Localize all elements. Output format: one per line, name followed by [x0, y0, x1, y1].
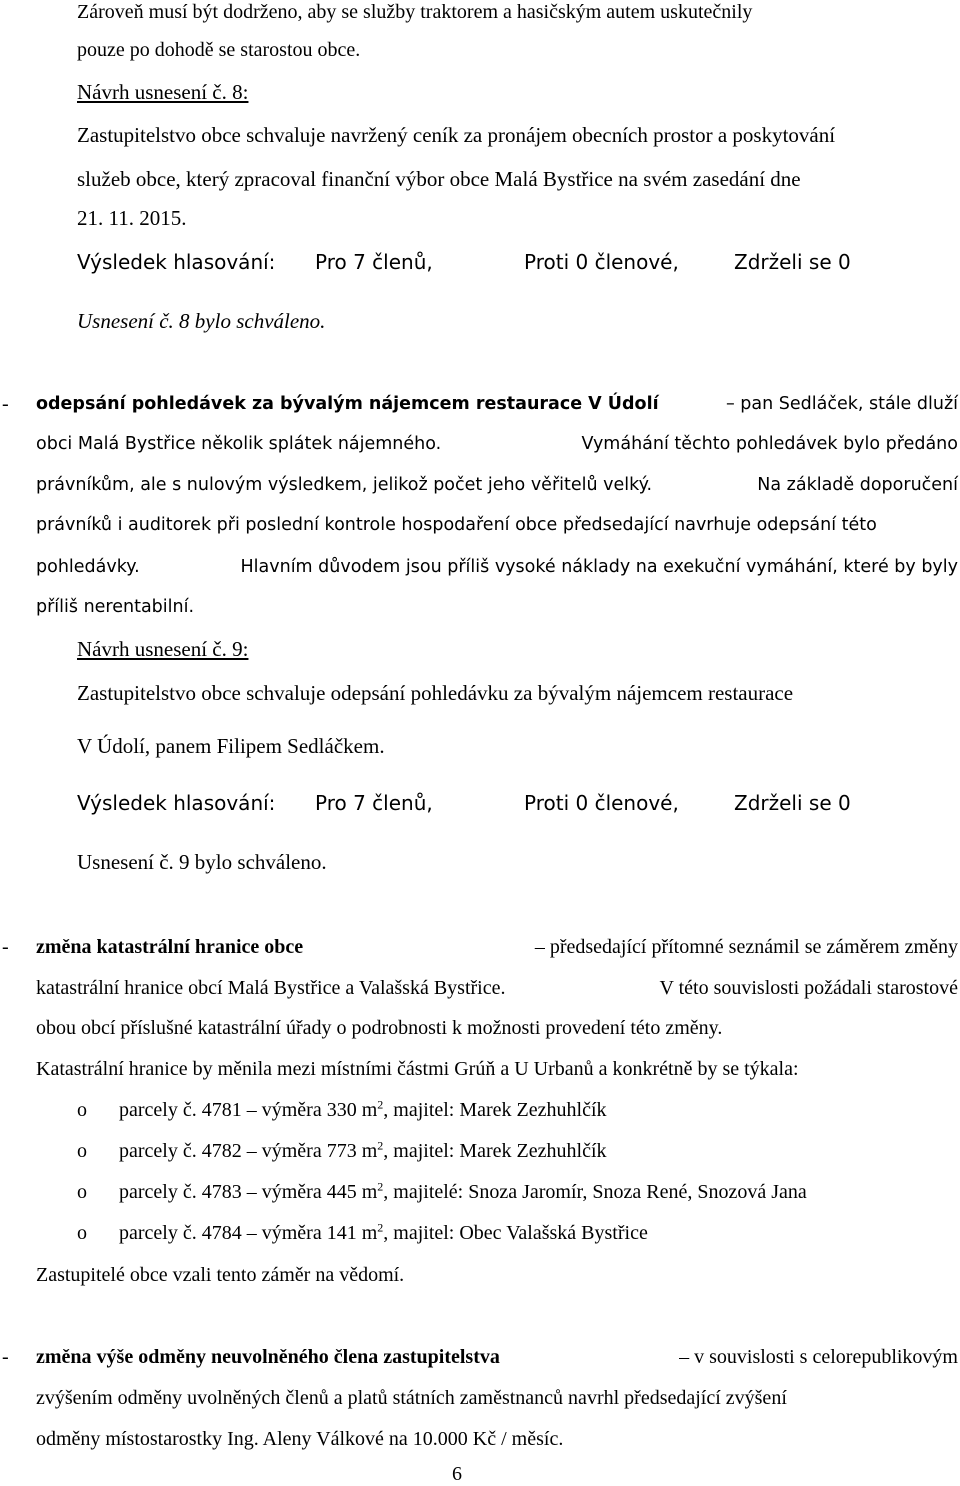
boundary-line-2: katastrální hranice obcí Malá Bystřice a Valašská Bystřice. V této souvislosti požádali starostové	[36, 977, 958, 999]
motion-9-vote	[77, 791, 851, 815]
motion-9-text-line-1: Zastupitelstvo obce schvaluje odepsání pohledávku za bývalým nájemcem restaurace	[77, 681, 794, 705]
vote-against: Proti 0 členové,	[524, 250, 679, 274]
vote-abstain: Zdrželi se 0	[734, 250, 851, 274]
list-item: o parcely č. 4781 – výměra 330 $m^2$, majitel: Marek Zezhuhlčík	[77, 1097, 607, 1121]
item-dash: -	[2, 936, 9, 958]
salary-title: změna výše odměny neuvolněného člena zastupitelstva	[36, 1346, 500, 1368]
writeoff-line-4: právníků i auditorek při poslední kontrole hospodaření obce předsedající navrhuje odepsání této	[36, 515, 877, 535]
page-number: 6	[452, 1463, 462, 1485]
list-item: o parcely č. 4784 – výměra 141 $m^2$, majitel: Obec Valašská Bystřice	[77, 1220, 648, 1244]
motion-8-heading: Návrh usnesení č. 8:	[77, 80, 249, 104]
motion-9-result: Usnesení č. 9 bylo schváleno.	[77, 850, 327, 874]
bullet: o	[77, 1140, 87, 1162]
salary-line-1: změna výše odměny neuvolněného člena zastupitelstva – v souvislosti s celorepublikovým	[36, 1346, 958, 1368]
motion-8-text-line-1: Zastupitelstvo obce schvaluje navržený ceník za pronájem obecních prostor a poskytování	[77, 123, 836, 147]
vote-label: Výsledek hlasování:	[77, 250, 276, 274]
writeoff-line-3: právníkům, ale s nulovým výsledkem, jelikož počet jeho věřitelů velký. Na základě doporučení	[36, 475, 958, 495]
writeoff-line-6: příliš nerentabilní.	[36, 597, 195, 617]
writeoff-line-1: odepsání pohledávek za bývalým nájemcem restaurace V Údolí – pan Sedláček, stále dluží	[36, 394, 958, 414]
boundary-line-1: změna katastrální hranice obce – předsedající přítomné seznámil se záměrem změny	[36, 936, 958, 958]
list-item: o parcely č. 4783 – výměra 445 $m^2$, majitelé: Snoza Jaromír, Snoza René, Snozová Jana	[77, 1179, 807, 1203]
motion-8-result: Usnesení č. 8 bylo schváleno.	[77, 309, 326, 333]
intro-line-2: pouze po dohodě se starostou obce.	[77, 39, 361, 61]
boundary-note: Zastupitelé obce vzali tento záměr na vědomí.	[36, 1264, 405, 1286]
list-item: o parcely č. 4782 – výměra 773 $m^2$, majitel: Marek Zezhuhlčík	[77, 1138, 607, 1162]
intro-line-1: Zároveň musí být dodrženo, aby se služby traktorem a hasičským autem uskutečnily	[77, 1, 753, 23]
vote-for: Pro 7 členů,	[315, 250, 433, 274]
writeoff-line-5: pohledávky. Hlavním důvodem jsou příliš vysoké náklady na exekuční vymáhání, které by byly	[36, 557, 958, 577]
salary-line-3: odměny místostarostky Ing. Aleny Válkové na 10.000 Kč / měsíc.	[36, 1428, 564, 1450]
motion-8-text-line-3: 21. 11. 2015.	[77, 206, 187, 230]
bullet: o	[77, 1181, 87, 1203]
vote-against: Proti 0 členové,	[524, 791, 679, 815]
vote-abstain: Zdrželi se 0	[734, 791, 851, 815]
boundary-title: změna katastrální hranice obce	[36, 936, 304, 958]
vote-for: Pro 7 členů,	[315, 791, 433, 815]
vote-label: Výsledek hlasování:	[77, 791, 276, 815]
item-dash: -	[2, 1346, 9, 1368]
writeoff-line-2: obci Malá Bystřice několik splátek nájemného. Vymáhání těchto pohledávek bylo předáno	[36, 434, 958, 454]
item-dash: -	[2, 393, 9, 415]
motion-9-heading: Návrh usnesení č. 9:	[77, 637, 249, 661]
boundary-line-4: Katastrální hranice by měnila mezi místními částmi Grúň a U Urbanů a konkrétně by se týkala:	[36, 1058, 799, 1080]
writeoff-title: odepsání pohledávek za bývalým nájemcem restaurace V Údolí	[36, 394, 659, 414]
motion-9-text-line-2: V Údolí, panem Filipem Sedláčkem.	[77, 734, 385, 758]
motion-8-text-line-2: služeb obce, který zpracoval finanční výbor obce Malá Bystřice na svém zasedání dne	[77, 167, 801, 191]
motion-8-vote	[77, 250, 851, 274]
bullet: o	[77, 1222, 87, 1244]
boundary-line-3: obou obcí příslušné katastrální úřady o podrobnosti k možnosti provedení této změny.	[36, 1017, 723, 1039]
bullet: o	[77, 1099, 87, 1121]
salary-line-2: zvýšením odměny uvolněných členů a platů státních zaměstnanců navrhl předsedající zvýšení	[36, 1387, 787, 1409]
